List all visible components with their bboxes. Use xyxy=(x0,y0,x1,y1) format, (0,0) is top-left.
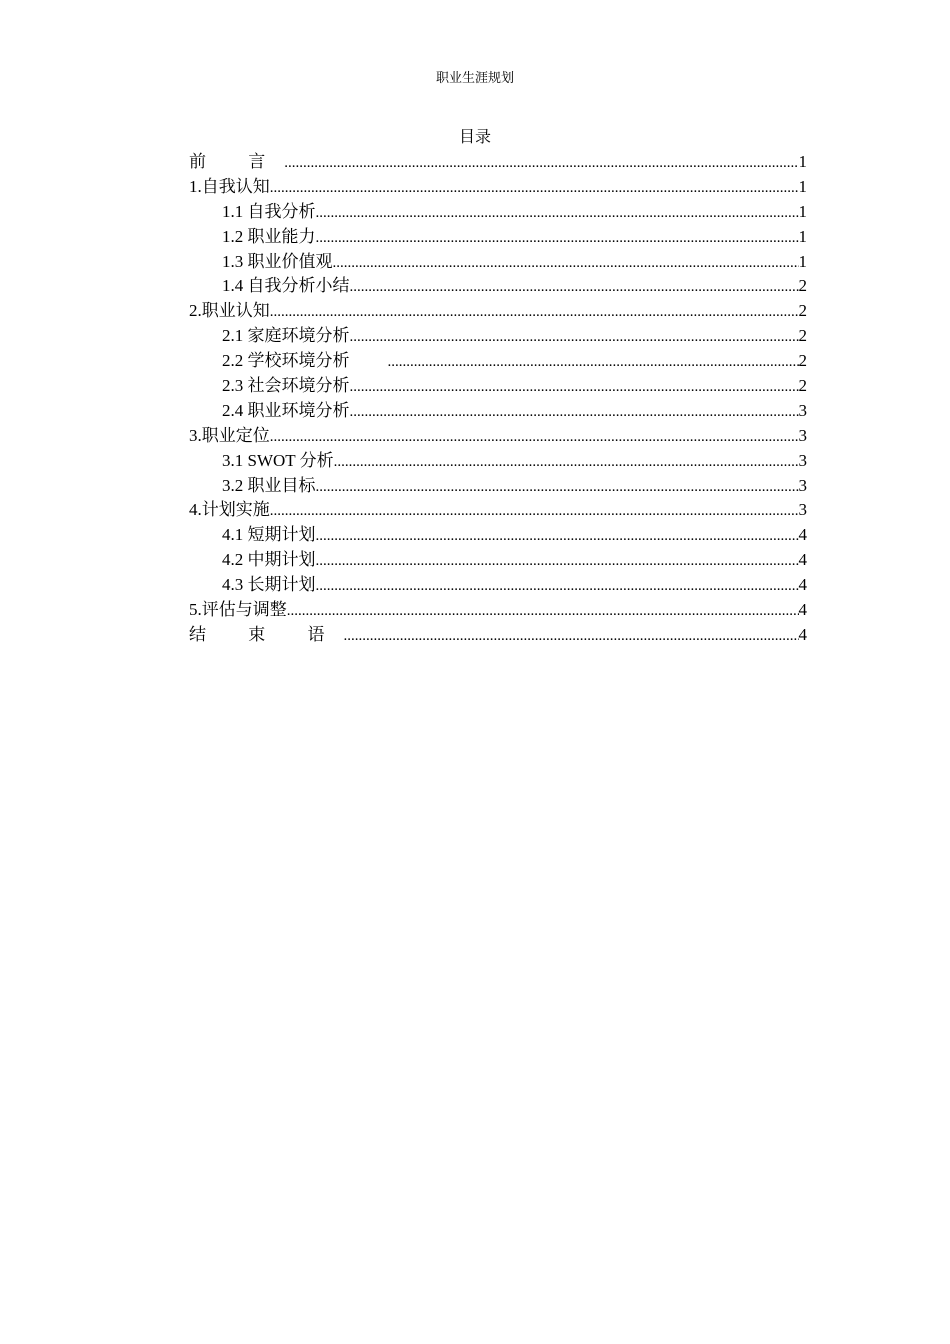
toc-entry-career-goals[interactable] xyxy=(189,474,807,499)
toc-entry-label: 4.2 中期计划 xyxy=(222,550,316,570)
toc-page-number: 3 xyxy=(798,500,807,520)
toc-entry-career-ability[interactable] xyxy=(189,225,807,250)
toc-leader-dots xyxy=(316,475,799,500)
toc-leader-dots xyxy=(333,251,799,276)
toc-entry-school-environment[interactable] xyxy=(189,349,807,374)
toc-entry-label: 2.3 社会环境分析 xyxy=(222,376,350,396)
toc-leader-dots xyxy=(270,499,799,524)
toc-entry-self-awareness[interactable] xyxy=(189,175,807,200)
toc-entry-social-environment[interactable] xyxy=(189,374,807,399)
toc-page-number: 2 xyxy=(798,376,807,396)
toc-entry-label: 3.职业定位 xyxy=(189,425,270,445)
toc-entry-label: 4.计划实施 xyxy=(189,500,270,520)
toc-entry-label: 1.4 自我分析小结 xyxy=(222,276,350,296)
toc-entry-label: 1.2 职业能力 xyxy=(222,226,316,246)
toc-entry-long-term-plan[interactable] xyxy=(189,573,807,598)
toc-page-number: 4 xyxy=(798,575,807,595)
toc-page-number: 2 xyxy=(798,326,807,346)
toc-entry-label: 5.评估与调整 xyxy=(189,600,287,620)
toc-leader-dots xyxy=(350,325,799,350)
toc-leader-dots xyxy=(316,226,799,251)
toc-entry-label: 1.1 自我分析 xyxy=(222,201,316,221)
toc-entry-label: 1.自我认知 xyxy=(189,176,270,196)
toc-leader-dots xyxy=(350,400,799,425)
toc-page-number: 1 xyxy=(798,251,807,271)
toc-entry-label: 3.2 职业目标 xyxy=(222,475,316,495)
toc-entry-label: 2.1 家庭环境分析 xyxy=(222,326,350,346)
toc-entry-career-environment[interactable] xyxy=(189,399,807,424)
toc-entry-career-awareness[interactable] xyxy=(189,299,807,324)
toc-entry-swot-analysis[interactable] xyxy=(189,449,807,474)
toc-entry-label: 2.职业认知 xyxy=(189,301,270,321)
toc-leader-dots xyxy=(270,176,799,201)
toc-page-number: 4 xyxy=(798,550,807,570)
table-of-contents xyxy=(189,150,807,648)
toc-entry-short-term-plan[interactable] xyxy=(189,523,807,548)
toc-leader-dots xyxy=(316,524,799,549)
toc-leader-dots xyxy=(344,624,799,649)
toc-page-number: 2 xyxy=(798,276,807,296)
toc-entry-self-analysis[interactable] xyxy=(189,200,807,225)
toc-leader-dots xyxy=(350,375,799,400)
toc-entry-career-values[interactable] xyxy=(189,250,807,275)
toc-page-number: 2 xyxy=(798,351,807,371)
toc-entry-evaluation-adjustment[interactable] xyxy=(189,598,807,623)
toc-entry-label: 结 束 语 xyxy=(189,624,344,644)
toc-entry-career-positioning[interactable] xyxy=(189,424,807,449)
toc-entry-label: 2.4 职业环境分析 xyxy=(222,400,350,420)
toc-entry-label: 3.1 SWOT 分析 xyxy=(222,450,334,470)
toc-page-number: 2 xyxy=(798,301,807,321)
toc-title: 目录 xyxy=(458,129,491,146)
toc-page-number: 1 xyxy=(798,201,807,221)
toc-entry-mid-term-plan[interactable] xyxy=(189,548,807,573)
toc-entry-label: 1.3 职业价值观 xyxy=(222,251,333,271)
toc-entry-plan-implementation[interactable] xyxy=(189,498,807,523)
toc-page-number: 3 xyxy=(798,400,807,420)
toc-entry-label: 4.1 短期计划 xyxy=(222,525,316,545)
toc-entry-conclusion[interactable] xyxy=(189,623,807,648)
toc-leader-dots xyxy=(316,201,799,226)
toc-page-number: 4 xyxy=(798,525,807,545)
toc-leader-dots xyxy=(270,425,799,450)
toc-leader-dots xyxy=(270,300,799,325)
toc-leader-dots xyxy=(316,549,799,574)
toc-page-number: 1 xyxy=(798,176,807,196)
toc-leader-dots xyxy=(334,450,799,475)
toc-leader-dots xyxy=(316,574,799,599)
toc-entry-label: 前 言 xyxy=(189,152,285,171)
toc-page-number: 4 xyxy=(798,600,807,620)
toc-entry-label: 4.3 长期计划 xyxy=(222,575,316,595)
running-header: 职业生涯规划 xyxy=(435,70,514,85)
toc-entry-label: 2.2 学校环境分析 xyxy=(222,351,350,371)
toc-page-number: 1 xyxy=(798,226,807,246)
toc-leader-dots xyxy=(350,275,799,300)
toc-entry-preface[interactable] xyxy=(189,150,807,175)
toc-entry-self-analysis-summary[interactable] xyxy=(189,274,807,299)
toc-leader-dots xyxy=(287,599,799,624)
toc-leader-dots xyxy=(284,151,798,176)
toc-page-number: 4 xyxy=(798,624,807,644)
toc-leader-dots xyxy=(388,350,799,375)
toc-entry-family-environment[interactable] xyxy=(189,324,807,349)
toc-page-number: 3 xyxy=(798,475,807,495)
toc-page-number: 3 xyxy=(798,450,807,470)
toc-page-number: 3 xyxy=(798,425,807,445)
toc-page-number: 1 xyxy=(798,152,807,171)
